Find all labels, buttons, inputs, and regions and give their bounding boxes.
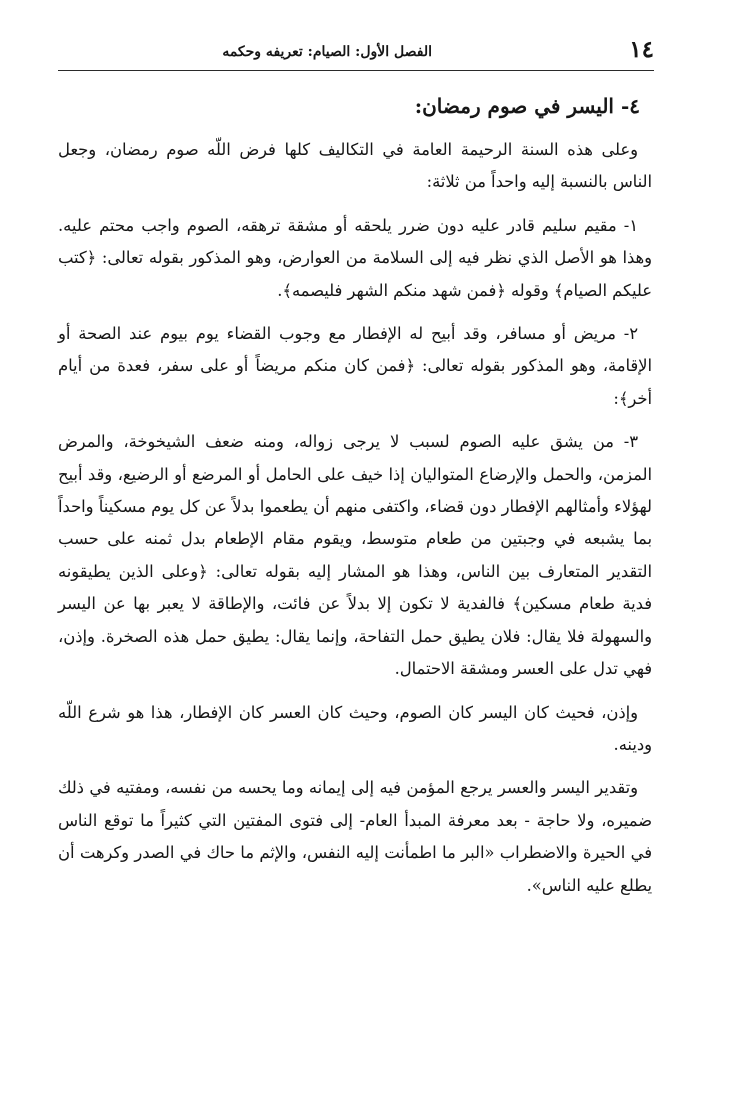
paragraph-item-2: ٢- مريض أو مسافر، وقد أبيح له الإفطار مع وجوب القضاء يوم بيوم عند الصحة أو الإقامة، وهو المذكور بقوله تعالى: ﴿فمن كان منكم مريضاً أو على سفر، فعدة من أيام أخر﴾: — [58, 324, 652, 408]
paragraph-item-3: ٣- من يشق عليه الصوم لسبب لا يرجى زواله، ومنه ضعف الشيخوخة، والمرض المزمن، والحمل والإرضاع المتواليان إذا خيف على الحامل أو المرضع أو الرضيع، وقد أبيح لهؤلاء وأمثالهم الإفطار دون قضاء، واكتفى منهم أن يطعموا بدلاً عن كل يوم مسكيناً واحداً بما يشبعه في وجبتين من طعام متوسط، ويقوم مقام الإطعام بدل ثمنه على حسب التقدير المتعارف بين الناس، وهذا هو المشار إليه بقوله تعالى: ﴿وعلى الذين يطيقونه فدية طعام مسكين﴾ فالفدية لا تكون إلا بدلاً عن فائت، والإطاقة لا يعبر بها عن اليسر والسهولة فلا يقال: فلان يطيق حمل التفاحة، وإنما يقال: يطيق حمل هذه الصخرة. وإذن، فهي تدل على العسر ومشقة الاحتمال. — [58, 432, 652, 679]
page-header — [58, 36, 654, 71]
paragraph-intro: وعلى هذه السنة الرحيمة العامة في التكاليف كلها فرض اللّه صوم رمضان، وجعل الناس بالنسبة إليه واحداً من ثلاثة: — [58, 140, 652, 192]
paragraph-conclusion: وإذن، فحيث كان اليسر كان الصوم، وحيث كان العسر كان الإفطار، هذا هو شرع اللّه ودينه. — [58, 702, 652, 754]
paragraph-item-1: ١- مقيم سليم قادر عليه دون ضرر يلحقه أو مشقة ترهقه، الصوم واجب محتم عليه. وهذا هو الأصل الذي نظر فيه إلى السلامة من العوارض، وهو المذكور بقوله تعالى: ﴿كتب عليكم الصيام﴾ وقوله ﴿فمن شهد منكم الشهر فليصمه﴾. — [58, 215, 652, 300]
section-heading: ٤- اليسر في صوم رمضان: — [414, 94, 640, 118]
page-number: ١٤ — [629, 36, 654, 63]
running-title: الفصل الأول: الصيام: تعريفه وحكمه — [222, 44, 432, 60]
page-body — [58, 88, 652, 913]
paragraph-final: وتقدير اليسر والعسر يرجع المؤمن فيه إلى إيمانه وما يحسه من نفسه، ومفتيه في ذلك ضميره، ولا حاجة - بعد معرفة المبدأ العام- إلى فتوى المفتين التي كثيراً ما توقع الناس في الحيرة والاضطراب «البر ما اطمأنت إليه النفس، والإثم ما حاك في الصدر وكرهت أن يطلع عليه الناس». — [58, 778, 652, 895]
